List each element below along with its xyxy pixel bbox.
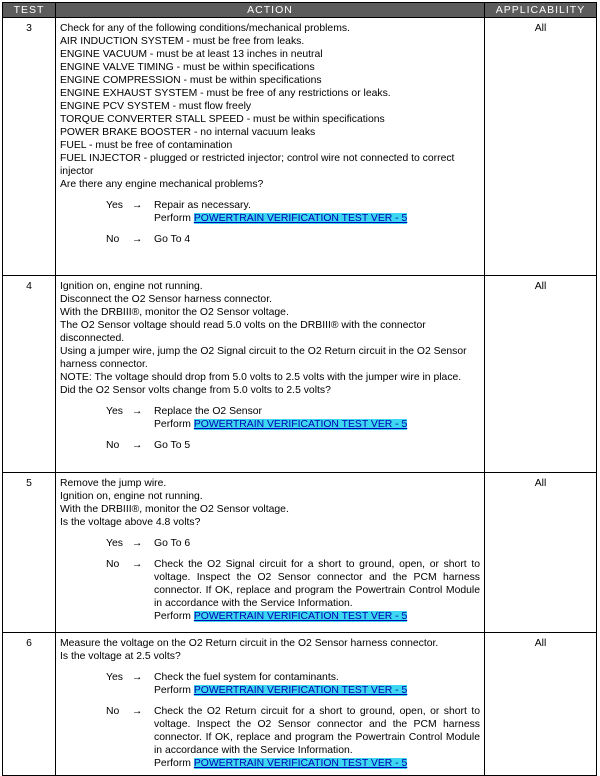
header-test: TEST <box>3 3 56 18</box>
action-line: Is the voltage above 4.8 volts? <box>60 517 201 528</box>
perform-label: Perform <box>154 419 191 430</box>
action-cell <box>56 633 485 776</box>
test-number: 6 <box>3 633 56 776</box>
answer-no <box>106 439 480 452</box>
verification-test-link[interactable]: POWERTRAIN VERIFICATION TEST VER - 5 <box>193 419 408 430</box>
arrow-right-icon: → <box>132 200 143 211</box>
action-line: TORQUE CONVERTER STALL SPEED - must be within specifications <box>60 114 385 125</box>
action-cell <box>56 18 485 276</box>
applicability-value: All <box>485 18 597 276</box>
answer-no <box>106 233 480 246</box>
action-line: ENGINE VACUUM - must be at least 13 inches in neutral <box>60 49 323 60</box>
answer-yes <box>106 537 480 550</box>
applicability-value: All <box>485 473 597 633</box>
arrow-right-icon: → <box>132 538 143 549</box>
answer-label: Yes <box>106 200 123 211</box>
perform-label: Perform <box>154 611 191 622</box>
arrow-right-icon: → <box>132 672 143 683</box>
answer-text: Check the fuel system for contaminants. <box>154 672 339 683</box>
arrow-right-icon: → <box>132 234 143 245</box>
arrow-right-icon: → <box>132 706 143 717</box>
action-line: POWER BRAKE BOOSTER - no internal vacuum leaks <box>60 127 316 138</box>
action-line: Are there any engine mechanical problems? <box>60 179 264 190</box>
action-line: Ignition on, engine not running. <box>60 281 203 292</box>
perform-line <box>154 757 480 770</box>
answer-body <box>154 537 480 550</box>
answer-label: Yes <box>106 672 123 683</box>
answer-no <box>106 705 480 770</box>
answer-yes <box>106 405 480 431</box>
table-header-row <box>3 3 597 18</box>
answer-text: Repair as necessary. <box>154 200 251 211</box>
answer-label: Yes <box>106 538 123 549</box>
action-line: NOTE: The voltage should drop from 5.0 volts to 2.5 volts with the jumper wire in place. <box>60 372 462 383</box>
arrow-right-icon: → <box>132 559 143 570</box>
test-row-6 <box>3 633 597 776</box>
test-number: 4 <box>3 276 56 473</box>
answer-text: Check the O2 Return circuit for a short to ground, open, or short to voltage. Inspect the O2 Sensor connector and the PCM harness connector. If OK, replace and program the Powertrain Control Module in accordance with the Service Information. <box>154 706 480 756</box>
answer-text: Go To 6 <box>154 538 191 549</box>
perform-line <box>154 212 480 225</box>
answer-label: No <box>106 234 120 245</box>
verification-test-link[interactable]: POWERTRAIN VERIFICATION TEST VER - 5 <box>193 758 408 769</box>
action-line: ENGINE PCV SYSTEM - must flow freely <box>60 101 252 112</box>
test-row-4 <box>3 276 597 473</box>
perform-line <box>154 684 480 697</box>
answer-no <box>106 558 480 623</box>
answer-body <box>154 199 480 225</box>
arrow-right-icon: → <box>132 406 143 417</box>
answer-text: Replace the O2 Sensor <box>154 406 263 417</box>
answer-body <box>154 558 480 623</box>
action-line: ENGINE COMPRESSION - must be within specifications <box>60 75 322 86</box>
applicability-value: All <box>485 633 597 776</box>
answer-label: Yes <box>106 406 123 417</box>
verification-test-link[interactable]: POWERTRAIN VERIFICATION TEST VER - 5 <box>193 685 408 696</box>
action-line: FUEL - must be free of contamination <box>60 140 233 151</box>
action-line: With the DRBIII®, monitor the O2 Sensor voltage. <box>60 504 289 515</box>
applicability-value: All <box>485 276 597 473</box>
perform-label: Perform <box>154 213 191 224</box>
header-action: ACTION <box>56 3 485 18</box>
action-cell <box>56 276 485 473</box>
test-row-5 <box>3 473 597 633</box>
action-line: With the DRBIII®, monitor the O2 Sensor voltage. <box>60 307 289 318</box>
action-line: Did the O2 Sensor volts change from 5.0 volts to 2.5 volts? <box>60 385 331 396</box>
action-line: The O2 Sensor voltage should read 5.0 volts on the DRBIII® with the connector disconnected. <box>60 320 426 344</box>
test-number: 5 <box>3 473 56 633</box>
action-line: ENGINE VALVE TIMING - must be within specifications <box>60 62 315 73</box>
answer-text: Go To 4 <box>154 234 191 245</box>
action-line: Ignition on, engine not running. <box>60 491 203 502</box>
arrow-right-icon: → <box>132 440 143 451</box>
verification-test-link[interactable]: POWERTRAIN VERIFICATION TEST VER - 5 <box>193 611 408 622</box>
answer-body <box>154 705 480 770</box>
answer-label: No <box>106 706 120 717</box>
action-line: ENGINE EXHAUST SYSTEM - must be free of any restrictions or leaks. <box>60 88 391 99</box>
perform-line <box>154 610 480 623</box>
action-cell <box>56 473 485 633</box>
answer-body <box>154 439 480 452</box>
answer-yes <box>106 199 480 225</box>
action-line: Disconnect the O2 Sensor harness connector. <box>60 294 272 305</box>
answer-body <box>154 405 480 431</box>
action-line: Measure the voltage on the O2 Return circuit in the O2 Sensor harness connector. <box>60 638 439 649</box>
answer-yes <box>106 671 480 697</box>
diagnostic-table <box>2 2 597 776</box>
action-line: FUEL INJECTOR - plugged or restricted injector; control wire not connected to correct injector <box>60 153 455 177</box>
action-line: Using a jumper wire, jump the O2 Signal circuit to the O2 Return circuit in the O2 Sensor harness connector. <box>60 346 467 370</box>
perform-label: Perform <box>154 758 191 769</box>
verification-test-link[interactable]: POWERTRAIN VERIFICATION TEST VER - 5 <box>193 213 408 224</box>
answer-text: Check the O2 Signal circuit for a short to ground, open, or short to voltage. Inspect the O2 Sensor connector and the PCM harness connector. If OK, replace and program the Powertrain Control Module in accordance with the Service Information. <box>154 559 480 609</box>
answer-body <box>154 671 480 697</box>
action-line: AIR INDUCTION SYSTEM - must be free from leaks. <box>60 36 305 47</box>
action-line: Is the voltage at 2.5 volts? <box>60 651 181 662</box>
perform-line <box>154 418 480 431</box>
answer-label: No <box>106 440 120 451</box>
answer-text: Go To 5 <box>154 440 191 451</box>
action-line: Remove the jump wire. <box>60 478 167 489</box>
action-line: Check for any of the following conditions/mechanical problems. <box>60 23 350 34</box>
header-applicability: APPLICABILITY <box>485 3 597 18</box>
answer-label: No <box>106 559 120 570</box>
test-number: 3 <box>3 18 56 276</box>
test-row-3 <box>3 18 597 276</box>
perform-label: Perform <box>154 685 191 696</box>
diagnostic-table-page <box>2 2 596 776</box>
answer-body <box>154 233 480 246</box>
